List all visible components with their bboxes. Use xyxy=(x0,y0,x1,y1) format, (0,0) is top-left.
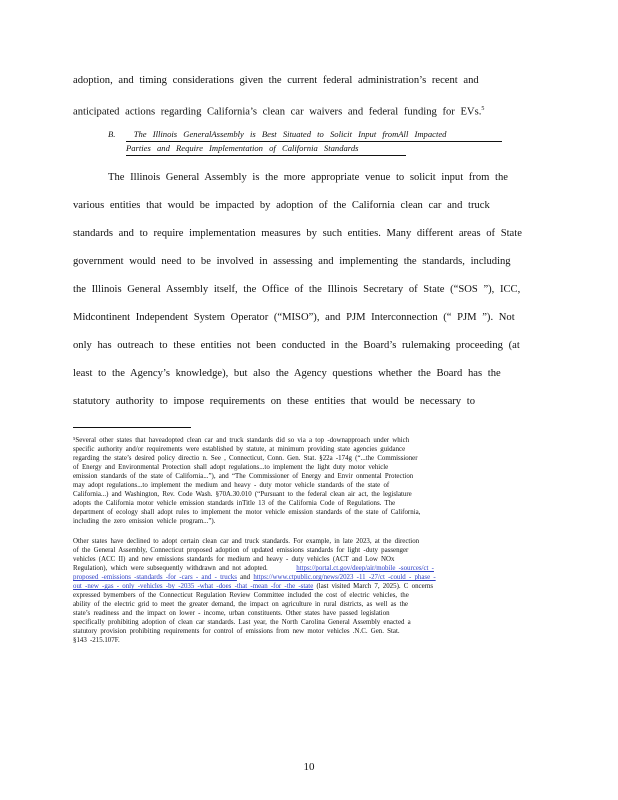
footnote-reference[interactable]: 5 xyxy=(481,106,485,112)
footnote-line: ⁵Several other states that haveadopted clean car and truck standards did so via a top -downapproach under which xyxy=(73,437,410,444)
footnote-line: specifically prohibiting adoption of clean car standards. Last year, the North Carolina General Assembly enacted a xyxy=(73,619,411,626)
section-heading-line-1 xyxy=(108,129,446,139)
footnote-link[interactable]: https://portal.ct.gov/deep/air/mobile -sources/ct - xyxy=(296,565,434,572)
footnote-link[interactable]: proposed -emissions -standards -for -cars - and - trucks xyxy=(73,574,237,581)
footnote-line: department of ecology shall adopt rules to implement the motor vehicle emission standards of the state of California, xyxy=(73,509,421,516)
footnote-line: California...) and Washington, Rev. Code Wash. §70A.30.010 (“Pursuant to the federal clean air act, the legislature xyxy=(73,491,412,498)
footnote-separator xyxy=(73,427,191,428)
page-number: 10 xyxy=(303,761,315,773)
footnote-line: ability of the electric grid to meet the greater demand, the impact on agriculture in rural districts, as well as the xyxy=(73,601,408,608)
footnote-line: including the zero emission vehicle program...”). xyxy=(73,518,216,525)
footnote-text: and xyxy=(236,574,254,581)
paragraph-line: The Illinois General Assembly is the more appropriate venue to solicit input from the xyxy=(108,172,508,183)
paragraph-line: Midcontinent Independent System Operator (“MISO”), and PJM Interconnection (“ PJM ”). Not xyxy=(73,312,515,323)
footnote-line: emission standards of the state of California...”), and “The Commissioner of Energy and Envir onmental Protection xyxy=(73,473,414,480)
footnote-line: regarding the state’s desired policy directio n. See , Connecticut, Conn. Gen. Stat. §22a -174g (“...the Commissioner xyxy=(73,455,418,462)
body-text-line: adoption, and timing considerations given the current federal administration’s recent and xyxy=(73,75,479,86)
body-text-line xyxy=(73,102,545,120)
footnote-line: statutory provision prohibiting requirements for control of emissions from new motor vehicles .N.C. Gen. Stat. xyxy=(73,628,400,635)
section-heading-underline xyxy=(126,155,406,156)
footnote-link[interactable]: out -new -gas - only -vehicles -by -2035 -what -does -that -mean -for -the -state xyxy=(73,583,314,590)
footnote-text: (last visited March 7, 2025). C oncerns xyxy=(313,583,434,590)
footnote-line: §143 -215.107F. xyxy=(73,637,120,644)
footnote-line: specific authority and/or requirements were established by statute, at minimum providing state agencies guidance xyxy=(73,446,406,453)
paragraph-line: statutory authority to impose requirements on these entities that would be necessary to xyxy=(73,396,475,407)
section-heading-text: The Illinois GeneralAssembly is Best Situated to Solicit Input fromAll Impacted xyxy=(133,129,447,139)
body-text-span: anticipated actions regarding California’s clean car waivers and federal funding for EVs. xyxy=(73,106,482,118)
footnote-line: of the General Assembly, Connecticut proposed adoption of updated emissions standards for light -duty passenger xyxy=(73,547,409,554)
paragraph-line: only has outreach to these entities not been conducted in the Board’s rulemaking proceeding (at xyxy=(73,340,520,351)
footnote-line: of Energy and Environmental Protection shall adopt regulations...to implement the light duty motor vehicle xyxy=(73,464,389,471)
section-heading-line-2: Parties and Require Implementation of California Standards xyxy=(126,143,359,153)
paragraph-line: government would need to be involved in assessing and implementing the standards, including xyxy=(73,256,511,267)
footnote-line xyxy=(73,564,545,573)
footnote-line: may adopt regulations...to implement the medium and heavy - duty motor vehicle standards of the state of xyxy=(73,482,390,489)
section-heading-letter: B. xyxy=(108,129,116,139)
footnote-line: adopts the California motor vehicle emission standards inTitle 13 of the California Code of Regulations. The xyxy=(73,500,396,507)
footnote-link[interactable]: https://www.ctpublic.org/news/2023 -11 -27/ct -could - phase - xyxy=(253,574,436,581)
footnote-text: Regulation), which were subsequently withdrawn and not adopted. xyxy=(73,565,268,572)
footnote-line: state’s readiness and the impact on lower - income, urban constituents. Other states have passed legislation xyxy=(73,610,390,617)
footnote-line xyxy=(73,582,545,591)
footnote-line: Other states have declined to adopt certain clean car and truck standards. For example, in late 2023, at the direction xyxy=(73,538,420,545)
footnote-line xyxy=(73,573,545,582)
paragraph-line: least to the Agency’s knowledge), but also the Agency questions whether the Board has the xyxy=(73,368,501,379)
paragraph-line: the Illinois General Assembly itself, the Office of the Illinois Secretary of State (“SOS ”), ICC, xyxy=(73,284,521,295)
paragraph-line: standards and to require implementation measures by such entities. Many different areas of State xyxy=(73,228,522,239)
section-heading-underline xyxy=(126,141,502,142)
paragraph-line: various entities that would be impacted by adoption of the California clean car and truck xyxy=(73,200,490,211)
footnote-line: expressed bymembers of the Connecticut Regulation Review Committee included the cost of electric vehicles, the xyxy=(73,592,409,599)
footnote-line: vehicles (ACC II) and new emissions standards for medium and heavy - duty vehicles (ACT and Low NOx xyxy=(73,556,395,563)
